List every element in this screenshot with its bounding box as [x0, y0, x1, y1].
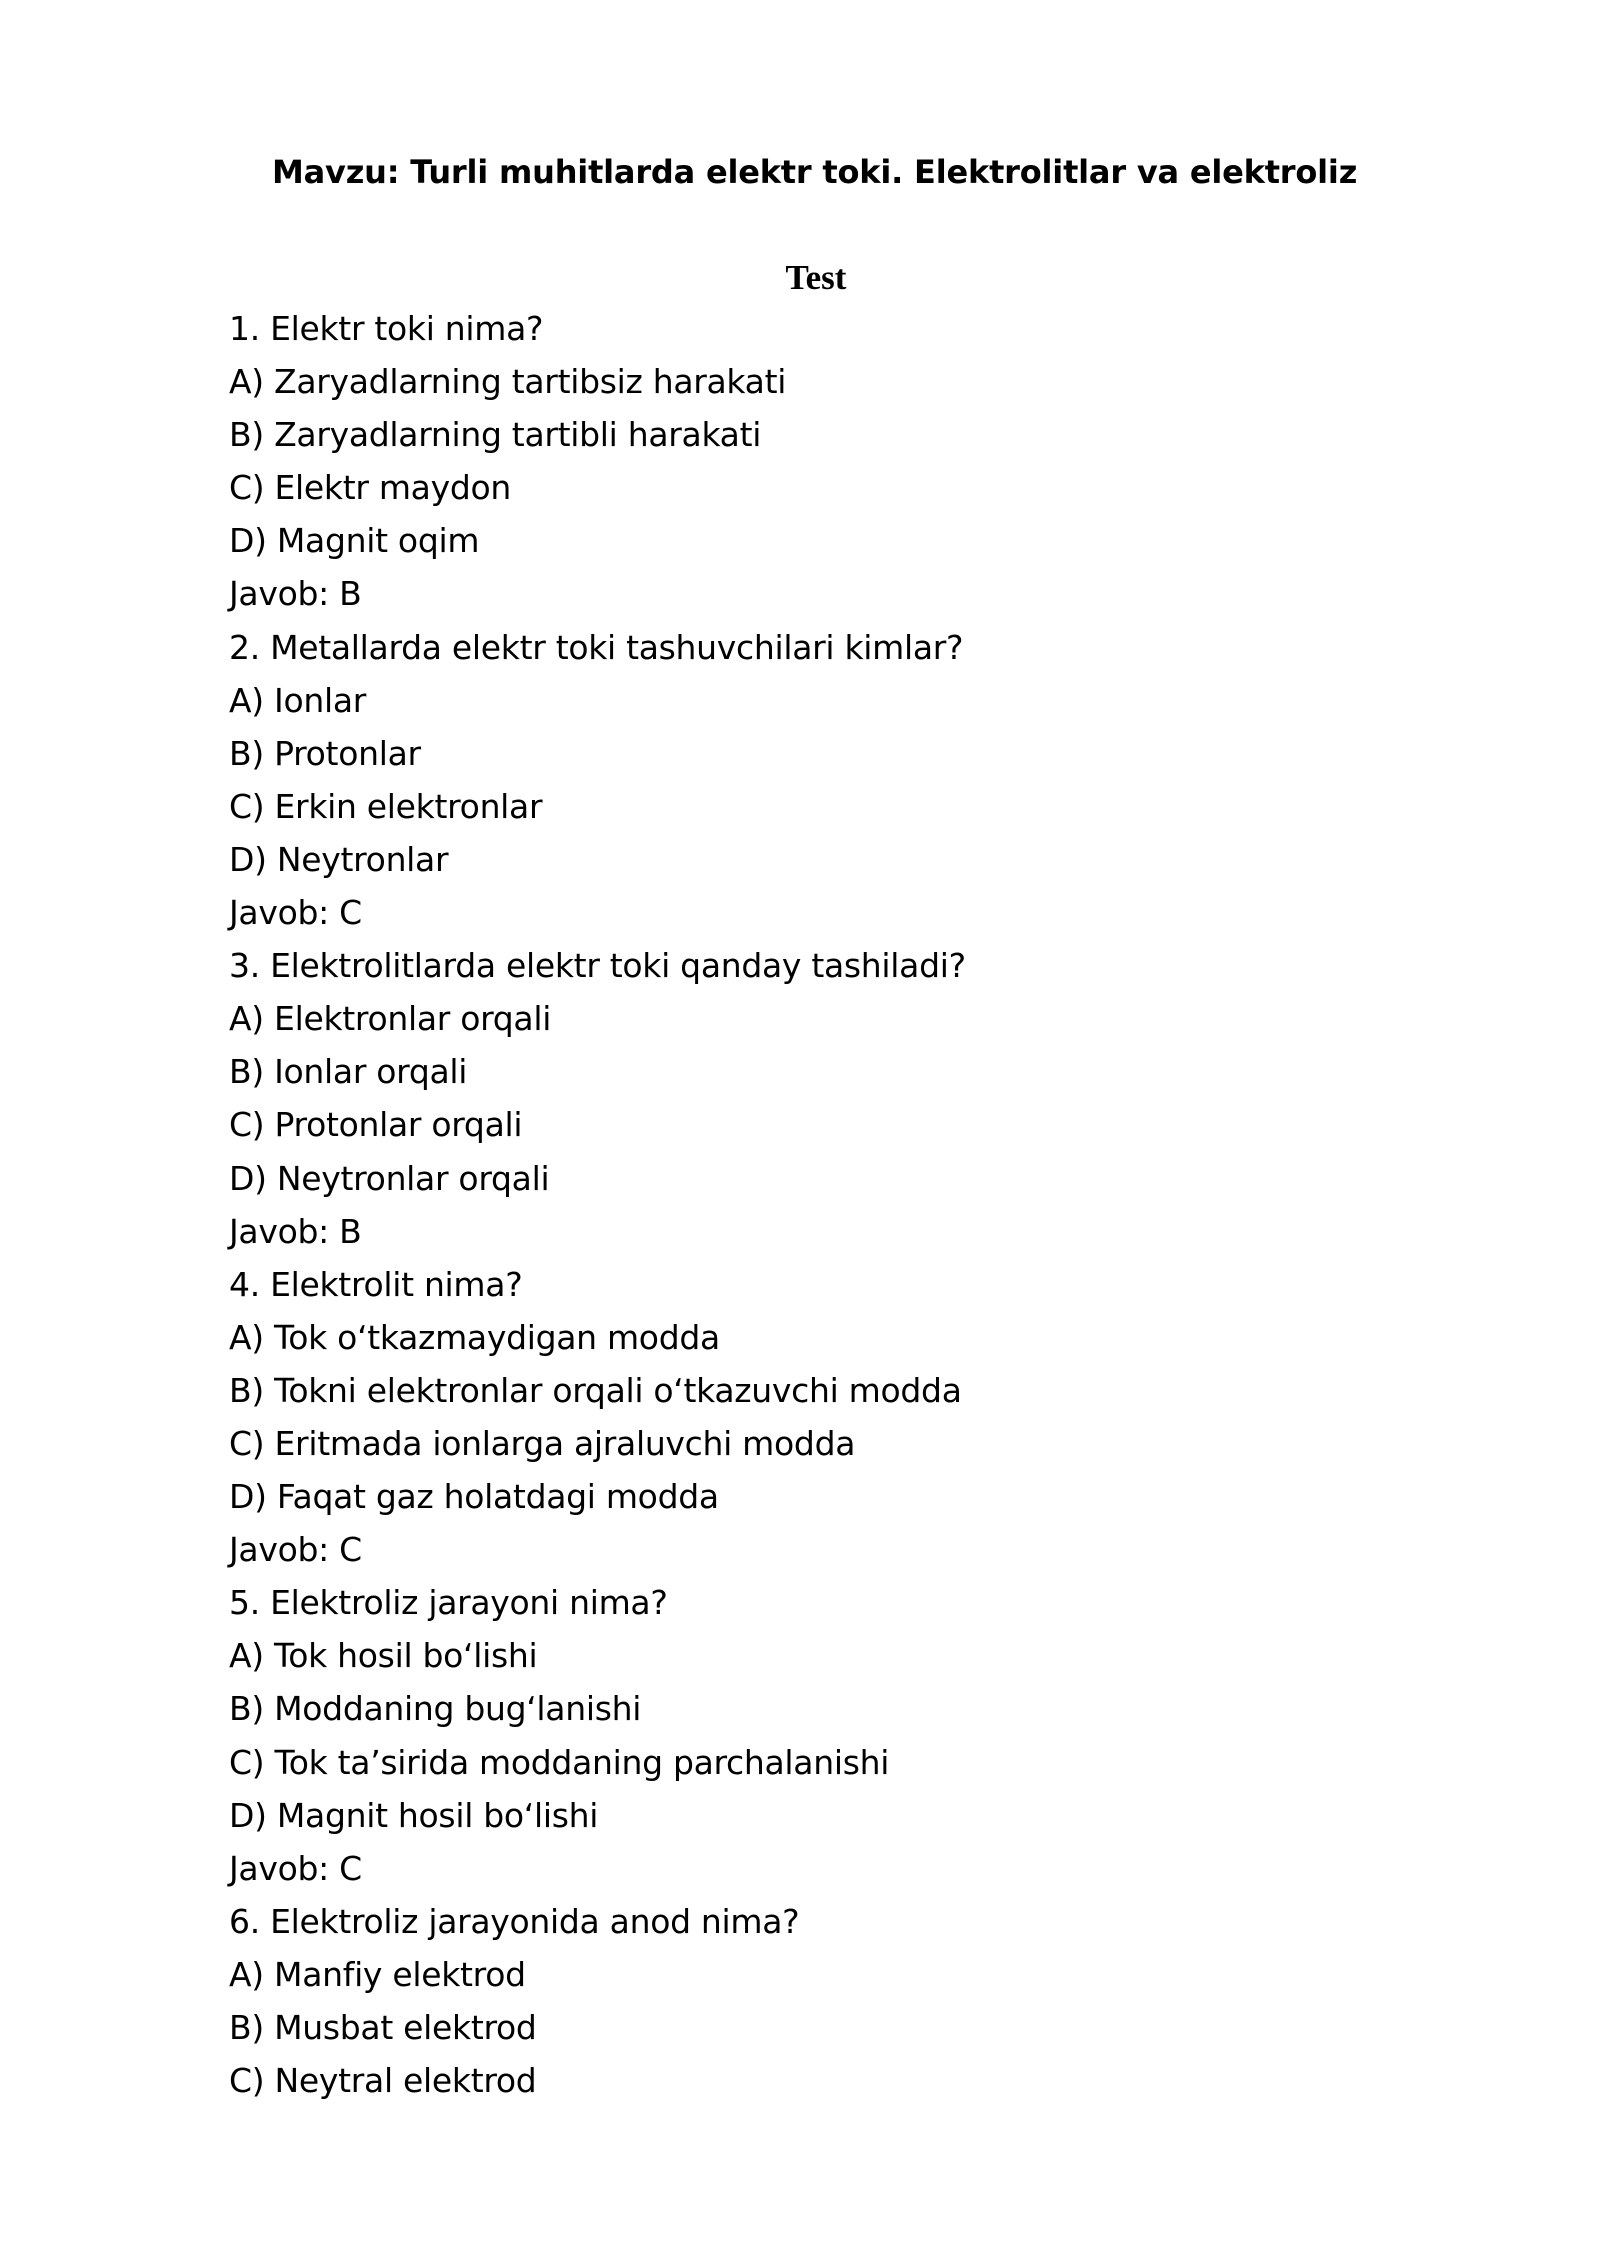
question-text: 6. Elektroliz jarayonida anod nima?: [229, 1901, 800, 1941]
answer-option: B) Musbat elektrod: [229, 2008, 537, 2047]
page-title: Mavzu: Turli muhitlarda elektr toki. Elektrolitlar va elektroliz: [272, 153, 1358, 191]
answer-option: D) Faqat gaz holatdagi modda: [229, 1477, 719, 1517]
answer-option: C) Elektr maydon: [229, 468, 511, 508]
answer-option: C) Neytral elektrod: [229, 2061, 537, 2101]
answer-option: A) Ionlar: [229, 680, 367, 720]
answer-option: A) Elektronlar orqali: [229, 999, 552, 1039]
answer-option: C) Eritmada ionlarga ajraluvchi modda: [229, 1423, 856, 1463]
answer-option: B) Tokni elektronlar orqali oʻtkazuvchi modda: [229, 1370, 962, 1410]
answer-option: A) Zaryadlarning tartibsiz harakati: [229, 362, 787, 402]
answer-option: A) Manfiy elektrod: [229, 1954, 526, 1994]
answer-option: B) Zaryadlarning tartibli harakati: [229, 415, 762, 455]
answer-option: D) Magnit oqim: [229, 521, 480, 561]
correct-answer: Javob: B: [229, 1211, 362, 1251]
question-text: 3. Elektrolitlarda elektr toki qanday tashiladi?: [229, 946, 966, 986]
answer-option: B) Protonlar: [229, 733, 421, 773]
question-text: 5. Elektroliz jarayoni nima?: [229, 1583, 668, 1623]
correct-answer: Javob: B: [229, 574, 362, 614]
answer-option: B) Ionlar orqali: [229, 1052, 468, 1092]
answer-option: A) Tok hosil boʻlishi: [229, 1636, 538, 1676]
answer-option: C) Tok taʼsirida moddaning parchalanishi: [229, 1742, 890, 1782]
correct-answer: Javob: C: [229, 893, 362, 933]
correct-answer: Javob: C: [229, 1848, 362, 1888]
answer-option: C) Erkin elektronlar: [229, 786, 543, 826]
answer-option: B) Moddaning bugʻlanishi: [229, 1689, 642, 1729]
question-text: 4. Elektrolit nima?: [229, 1264, 523, 1304]
answer-option: D) Magnit hosil boʻlishi: [229, 1795, 599, 1835]
answer-option: C) Protonlar orqali: [229, 1105, 523, 1145]
answer-option: D) Neytronlar: [229, 839, 449, 879]
answer-option: D) Neytronlar orqali: [229, 1158, 550, 1198]
section-heading: Test: [785, 258, 847, 297]
answer-option: A) Tok oʻtkazmaydigan modda: [229, 1317, 720, 1357]
question-list: [229, 302, 966, 2107]
question-text: 2. Metallarda elektr toki tashuvchilari kimlar?: [229, 627, 964, 667]
correct-answer: Javob: C: [229, 1530, 362, 1570]
question-text: 1. Elektr toki nima?: [229, 309, 544, 348]
